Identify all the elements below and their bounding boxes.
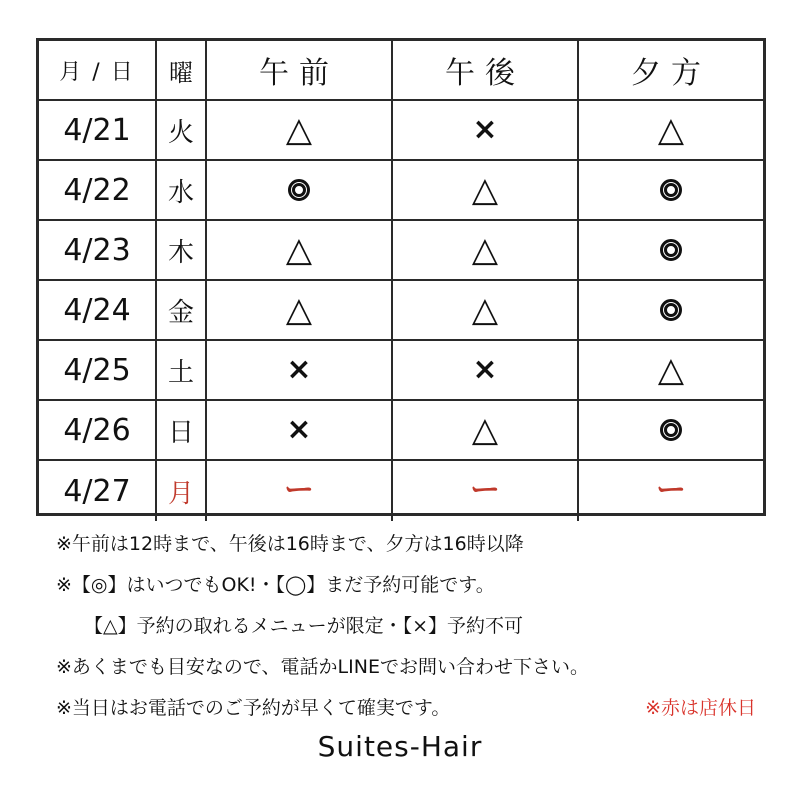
date-cell: 4/26 <box>39 401 157 461</box>
date-cell: 4/25 <box>39 341 157 401</box>
note-closed-day: ※赤は店休日 <box>645 697 756 719</box>
brand-name: Suites-Hair <box>317 730 483 763</box>
double-circle-mark <box>660 299 682 321</box>
closed-dash-mark: ー <box>470 473 500 508</box>
morning-cell <box>207 101 393 161</box>
date-cell: 4/27 <box>39 461 157 521</box>
morning-cell <box>207 161 393 221</box>
triangle-mark: △ <box>285 110 313 150</box>
triangle-mark: △ <box>471 290 499 330</box>
triangle-mark: △ <box>657 110 685 150</box>
triangle-mark: △ <box>285 230 313 270</box>
note-time-definitions: ※午前は12時まで、午後は16時まで、夕方は16時以降 <box>56 533 524 555</box>
triangle-mark: △ <box>471 410 499 450</box>
cross-mark: × <box>286 412 312 447</box>
morning-cell <box>207 221 393 281</box>
morning-cell <box>207 401 393 461</box>
note-legend-limited: 【△】予約の取れるメニューが限定・【×】予約不可 <box>84 615 524 637</box>
date-cell: 4/23 <box>39 221 157 281</box>
day-of-week-cell: 金 <box>157 281 207 341</box>
triangle-mark: △ <box>471 230 499 270</box>
day-of-week-cell: 土 <box>157 341 207 401</box>
note-guideline: ※あくまでも目安なので、電話かLINEでお問い合わせ下さい。 <box>56 656 589 678</box>
evening-cell <box>579 281 763 341</box>
cross-mark: × <box>286 352 312 387</box>
morning-cell <box>207 461 393 521</box>
afternoon-cell <box>393 101 579 161</box>
cross-mark: × <box>472 352 498 387</box>
evening-cell <box>579 401 763 461</box>
triangle-mark: △ <box>657 350 685 390</box>
afternoon-cell <box>393 221 579 281</box>
evening-cell <box>579 101 763 161</box>
evening-cell <box>579 461 763 521</box>
availability-table <box>36 38 766 516</box>
morning-cell <box>207 281 393 341</box>
day-of-week-cell: 火 <box>157 101 207 161</box>
evening-cell <box>579 341 763 401</box>
double-circle-mark <box>660 179 682 201</box>
day-of-week-cell: 木 <box>157 221 207 281</box>
cross-mark: × <box>472 112 498 147</box>
note-legend-available: ※【◎】はいつでもOK!・【◯】まだ予約可能です。 <box>56 574 495 596</box>
date-cell: 4/24 <box>39 281 157 341</box>
afternoon-cell <box>393 461 579 521</box>
day-of-week-cell: 水 <box>157 161 207 221</box>
afternoon-cell <box>393 161 579 221</box>
day-of-week-cell: 日 <box>157 401 207 461</box>
double-circle-mark <box>660 419 682 441</box>
header-morning: 午前 <box>207 41 393 101</box>
note-same-day-text: ※当日はお電話でのご予約が早くて確実です。 <box>56 697 451 719</box>
header-evening: 夕方 <box>579 41 763 101</box>
notes-section <box>56 524 756 729</box>
header-day-of-week: 曜 <box>157 41 207 101</box>
closed-dash-mark: ー <box>284 473 314 508</box>
date-cell: 4/21 <box>39 101 157 161</box>
triangle-mark: △ <box>471 170 499 210</box>
header-date: 月 / 日 <box>39 41 157 101</box>
closed-dash-mark: ー <box>656 473 686 508</box>
note-same-day <box>56 688 756 729</box>
evening-cell <box>579 221 763 281</box>
date-cell: 4/22 <box>39 161 157 221</box>
double-circle-mark <box>288 179 310 201</box>
afternoon-cell <box>393 341 579 401</box>
header-afternoon: 午後 <box>393 41 579 101</box>
evening-cell <box>579 161 763 221</box>
morning-cell <box>207 341 393 401</box>
double-circle-mark <box>660 239 682 261</box>
day-of-week-cell: 月 <box>157 461 207 521</box>
afternoon-cell <box>393 401 579 461</box>
triangle-mark: △ <box>285 290 313 330</box>
afternoon-cell <box>393 281 579 341</box>
